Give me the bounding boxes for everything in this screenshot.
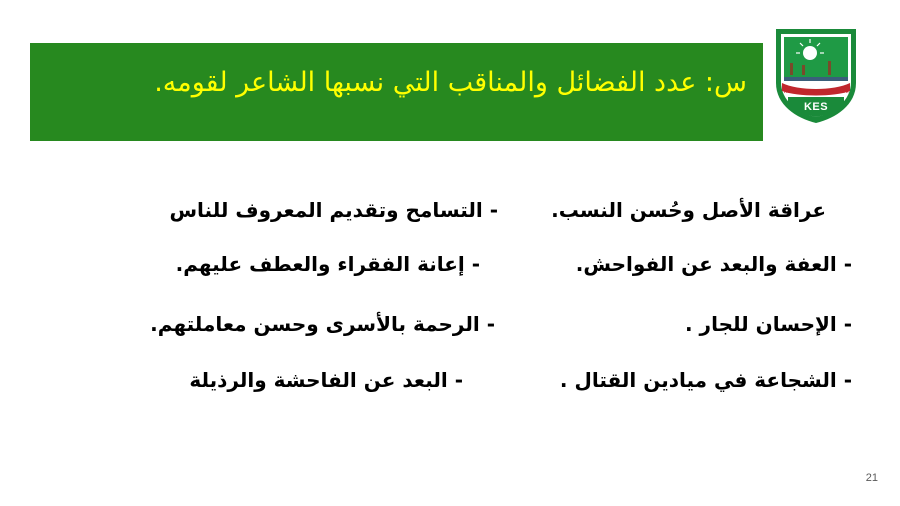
- question-title: س: عدد الفضائل والمناقب التي نسبها الشاعر لقومه.: [154, 67, 747, 98]
- shield-emblem-icon: [770, 25, 862, 125]
- item-left-4: - البعد عن الفاحشة والرذيلة: [189, 368, 463, 392]
- item-right-1: عراقة الأصل وحُسن النسب.: [551, 198, 826, 222]
- item-left-1: - التسامح وتقديم المعروف للناس: [169, 198, 498, 222]
- item-right-4: - الشجاعة في ميادين القتال .: [559, 368, 852, 392]
- logo-initials: KES: [803, 101, 829, 113]
- item-left-3: - الرحمة بالأسرى وحسن معاملتهم.: [150, 312, 495, 336]
- school-logo: [770, 25, 862, 125]
- logo-motto: THE AIM MAKES GREAT THE LIFE: [783, 89, 849, 94]
- item-left-2: - إعانة الفقراء والعطف عليهم.: [175, 252, 480, 276]
- question-title-bar: [30, 43, 763, 141]
- item-right-2: - العفة والبعد عن الفواحش.: [575, 252, 852, 276]
- page-number: 21: [865, 472, 878, 484]
- item-right-3: - الإحسان للجار .: [685, 312, 852, 336]
